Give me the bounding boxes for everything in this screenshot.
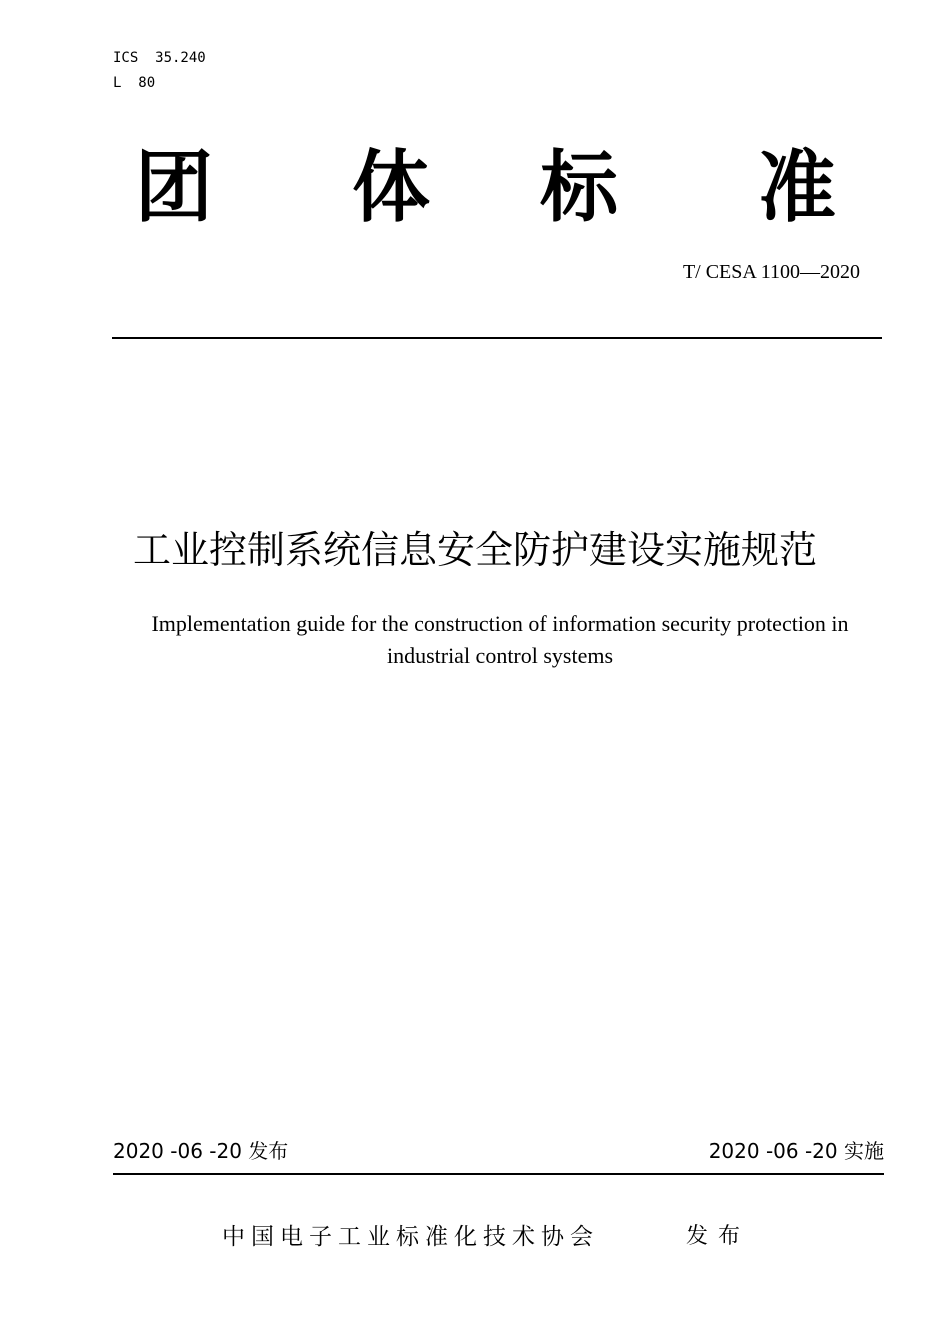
publisher-name: 中国电子工业标准化技术协会 bbox=[222, 1224, 599, 1250]
header-divider bbox=[112, 337, 882, 339]
doc-type-char-4: 准 bbox=[758, 143, 837, 233]
standard-number: T/ CESA 1100—2020 bbox=[682, 261, 860, 283]
publish-label: 发布 bbox=[686, 1224, 751, 1249]
issue-date: 2020 -06 -20 发布 bbox=[113, 1139, 289, 1163]
doc-type-char-1: 团 bbox=[135, 143, 214, 233]
doc-type-char-3: 标 bbox=[540, 143, 619, 233]
ics-code: ICS 35.240 bbox=[113, 50, 206, 66]
doc-type-char-2: 体 bbox=[352, 143, 431, 233]
chinese-title: 工业控制系统信息安全防护建设实施规范 bbox=[132, 528, 817, 572]
english-title: Implementation guide for the construction of information security protection in industrial control systems bbox=[151, 611, 849, 668]
footer-divider bbox=[113, 1173, 884, 1175]
classification-code: L 80 bbox=[113, 75, 156, 91]
implementation-date: 2020 -06 -20 实施 bbox=[708, 1139, 884, 1163]
